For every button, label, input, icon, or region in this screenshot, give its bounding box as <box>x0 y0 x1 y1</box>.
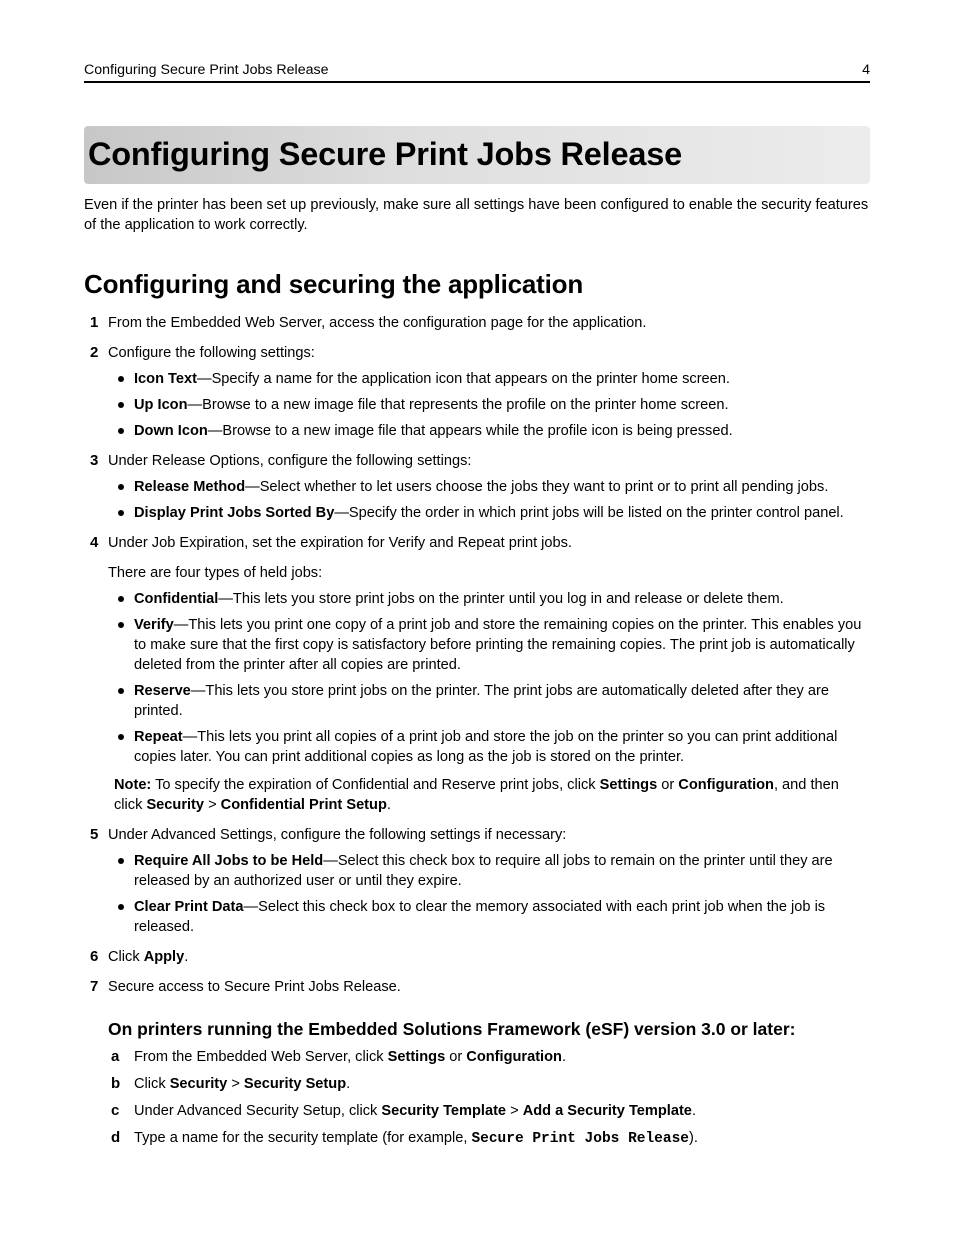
ui-term: Configuration <box>678 777 774 793</box>
bullet-icon <box>118 428 124 434</box>
bullet-item <box>108 681 870 721</box>
bullet-term: Reserve <box>134 683 191 699</box>
bullet-icon <box>118 622 124 628</box>
esf-substeps <box>108 1047 870 1149</box>
substep-text: Click <box>134 1076 170 1092</box>
bullet-list <box>108 369 870 441</box>
bullet-desc: —Browse to a new image file that appears while the profile icon is being pressed. <box>207 423 733 439</box>
bullet-desc: —Select this check box to clear the memory associated with each print job when the job is released. <box>134 899 826 935</box>
section-heading: Configuring and securing the application <box>84 269 584 299</box>
ui-term: Security <box>146 797 205 813</box>
substep-b <box>108 1074 870 1094</box>
running-header <box>84 60 870 83</box>
substep-letter: d <box>111 1129 121 1146</box>
step-text: Secure access to Secure Print Jobs Release. <box>108 979 401 995</box>
bullet-desc: —Browse to a new image file that represents the profile on the printer home screen. <box>187 397 729 413</box>
bullet-item <box>108 421 870 441</box>
bullet-term: Verify <box>134 617 174 633</box>
bullet-list <box>108 589 870 767</box>
step-text: Configure the following settings: <box>108 345 315 361</box>
step-text <box>108 947 870 967</box>
substep-text: . <box>561 1049 566 1065</box>
step-number: 1 <box>90 314 99 331</box>
substep-text: > <box>506 1103 523 1119</box>
note-text: or <box>657 777 679 793</box>
step-number: 6 <box>90 948 99 965</box>
bullet-icon <box>118 904 124 910</box>
note-label: Note: <box>114 777 152 793</box>
bullet-icon <box>118 484 124 490</box>
substep-text: Type a name for the security template (for example, <box>134 1130 472 1146</box>
bullet-list <box>108 477 870 523</box>
bullet-desc: —Specify the order in which print jobs will be listed on the printer control panel. <box>334 505 844 521</box>
substep-text: Under Advanced Security Setup, click <box>134 1103 382 1119</box>
bullet-term: Confidential <box>134 591 219 607</box>
bullet-desc: —Specify a name for the application icon that appears on the printer home screen. <box>196 371 730 387</box>
substep-d <box>108 1128 870 1149</box>
step-subtext: There are four types of held jobs: <box>108 565 323 581</box>
step-number: 2 <box>90 344 99 361</box>
step-text-part: Click <box>108 949 144 965</box>
bullet-icon <box>118 510 124 516</box>
note-text: , and then click <box>114 777 839 813</box>
intro-paragraph: Even if the printer has been set up previously, make sure all settings have been configured to enable the security features of the application to work correctly. <box>84 197 869 233</box>
bullet-term: Clear Print Data <box>134 899 244 915</box>
title-bar <box>84 126 870 184</box>
bullet-icon <box>118 858 124 864</box>
step-text: Under Job Expiration, set the expiration for Verify and Repeat print jobs. <box>108 535 573 551</box>
bullet-item <box>108 503 870 523</box>
step-number: 7 <box>90 978 99 995</box>
bullet-term: Display Print Jobs Sorted By <box>134 505 335 521</box>
step-text: Under Advanced Settings, configure the following settings if necessary: <box>108 827 567 843</box>
substep-text: . <box>346 1076 351 1092</box>
esf-heading: On printers running the Embedded Solutions Framework (eSF) version 3.0 or later: <box>108 1019 796 1039</box>
substep-text: > <box>227 1076 244 1092</box>
bullet-icon <box>118 402 124 408</box>
substep-letter: a <box>111 1048 120 1065</box>
step-number: 4 <box>90 534 99 551</box>
substep-text: or <box>445 1049 467 1065</box>
bullet-desc: —This lets you print all copies of a print job and store the job on the printer so you can print additional copies later. You can print additional copies as long as the job is stored on the printer. <box>134 729 838 765</box>
substep-c <box>108 1101 870 1121</box>
ui-term: Confidential Print Setup <box>220 797 387 813</box>
substep-a <box>108 1047 870 1067</box>
bullet-desc: —This lets you store print jobs on the printer until you log in and release or delete them. <box>218 591 784 607</box>
substep-letter: b <box>111 1075 121 1092</box>
step-5 <box>84 825 870 937</box>
step-7 <box>84 977 870 997</box>
step-number: 5 <box>90 826 99 843</box>
bullet-list <box>108 851 870 937</box>
steps-list <box>84 313 870 1156</box>
step-1 <box>84 313 870 333</box>
ui-term: Security Template <box>381 1103 507 1119</box>
bullet-term: Down Icon <box>134 423 208 439</box>
running-title: Configuring Secure Print Jobs Release <box>84 62 329 78</box>
bullet-term: Icon Text <box>134 371 197 387</box>
step-3 <box>84 451 870 523</box>
bullet-item <box>108 615 870 675</box>
step-2 <box>84 343 870 441</box>
step-text: From the Embedded Web Server, access the configuration page for the application. <box>108 315 647 331</box>
step-text: Under Release Options, configure the following settings: <box>108 453 472 469</box>
bullet-icon <box>118 688 124 694</box>
bullet-item <box>108 897 870 937</box>
bullet-term: Release Method <box>134 479 246 495</box>
ui-term: Apply <box>143 949 185 965</box>
bullet-item <box>108 851 870 891</box>
ui-term: Add a Security Template <box>522 1103 692 1119</box>
bullet-item <box>108 477 870 497</box>
step-4 <box>84 533 870 815</box>
substep-text: . <box>691 1103 696 1119</box>
bullet-term: Repeat <box>134 729 183 745</box>
substep-text: ). <box>688 1130 698 1146</box>
bullet-icon <box>118 596 124 602</box>
bullet-icon <box>118 734 124 740</box>
bullet-desc: —This lets you store print jobs on the printer. The print jobs are automatically deleted after they are printed. <box>134 683 829 719</box>
example-code: Secure Print Jobs Release <box>471 1131 689 1147</box>
ui-term: Security Setup <box>243 1076 347 1092</box>
bullet-icon <box>118 376 124 382</box>
bullet-desc: —Select whether to let users choose the jobs they want to print or to print all pending jobs. <box>245 479 829 495</box>
bullet-item <box>108 727 870 767</box>
ui-term: Settings <box>599 777 658 793</box>
page-title: Configuring Secure Print Jobs Release <box>88 136 682 172</box>
bullet-desc: —This lets you print one copy of a print job and store the remaining copies on the printer. This enables you to make sure that the first copy is satisfactory before printing the remaining copies. The print job is automatically deleted from the printer after all copies are printed. <box>134 617 862 673</box>
page-number: 4 <box>862 62 870 78</box>
bullet-item <box>108 589 870 609</box>
step-6 <box>84 947 870 967</box>
note-text: . <box>386 797 391 813</box>
bullet-item <box>108 395 870 415</box>
bullet-desc: —Select this check box to require all jobs to remain on the printer until they are released by an authorized user or until they expire. <box>134 853 833 889</box>
note-text: To specify the expiration of Confidential and Reserve print jobs, click <box>151 777 600 793</box>
step-text-part: . <box>184 949 189 965</box>
note-text: > <box>204 797 221 813</box>
bullet-item <box>108 369 870 389</box>
substep-text: From the Embedded Web Server, click <box>134 1049 388 1065</box>
bullet-term: Up Icon <box>134 397 188 413</box>
substep-letter: c <box>111 1102 120 1119</box>
ui-term: Configuration <box>466 1049 562 1065</box>
note <box>114 775 870 815</box>
ui-term: Security <box>169 1076 228 1092</box>
ui-term: Settings <box>387 1049 446 1065</box>
step-number: 3 <box>90 452 99 469</box>
bullet-term: Require All Jobs to be Held <box>134 853 324 869</box>
